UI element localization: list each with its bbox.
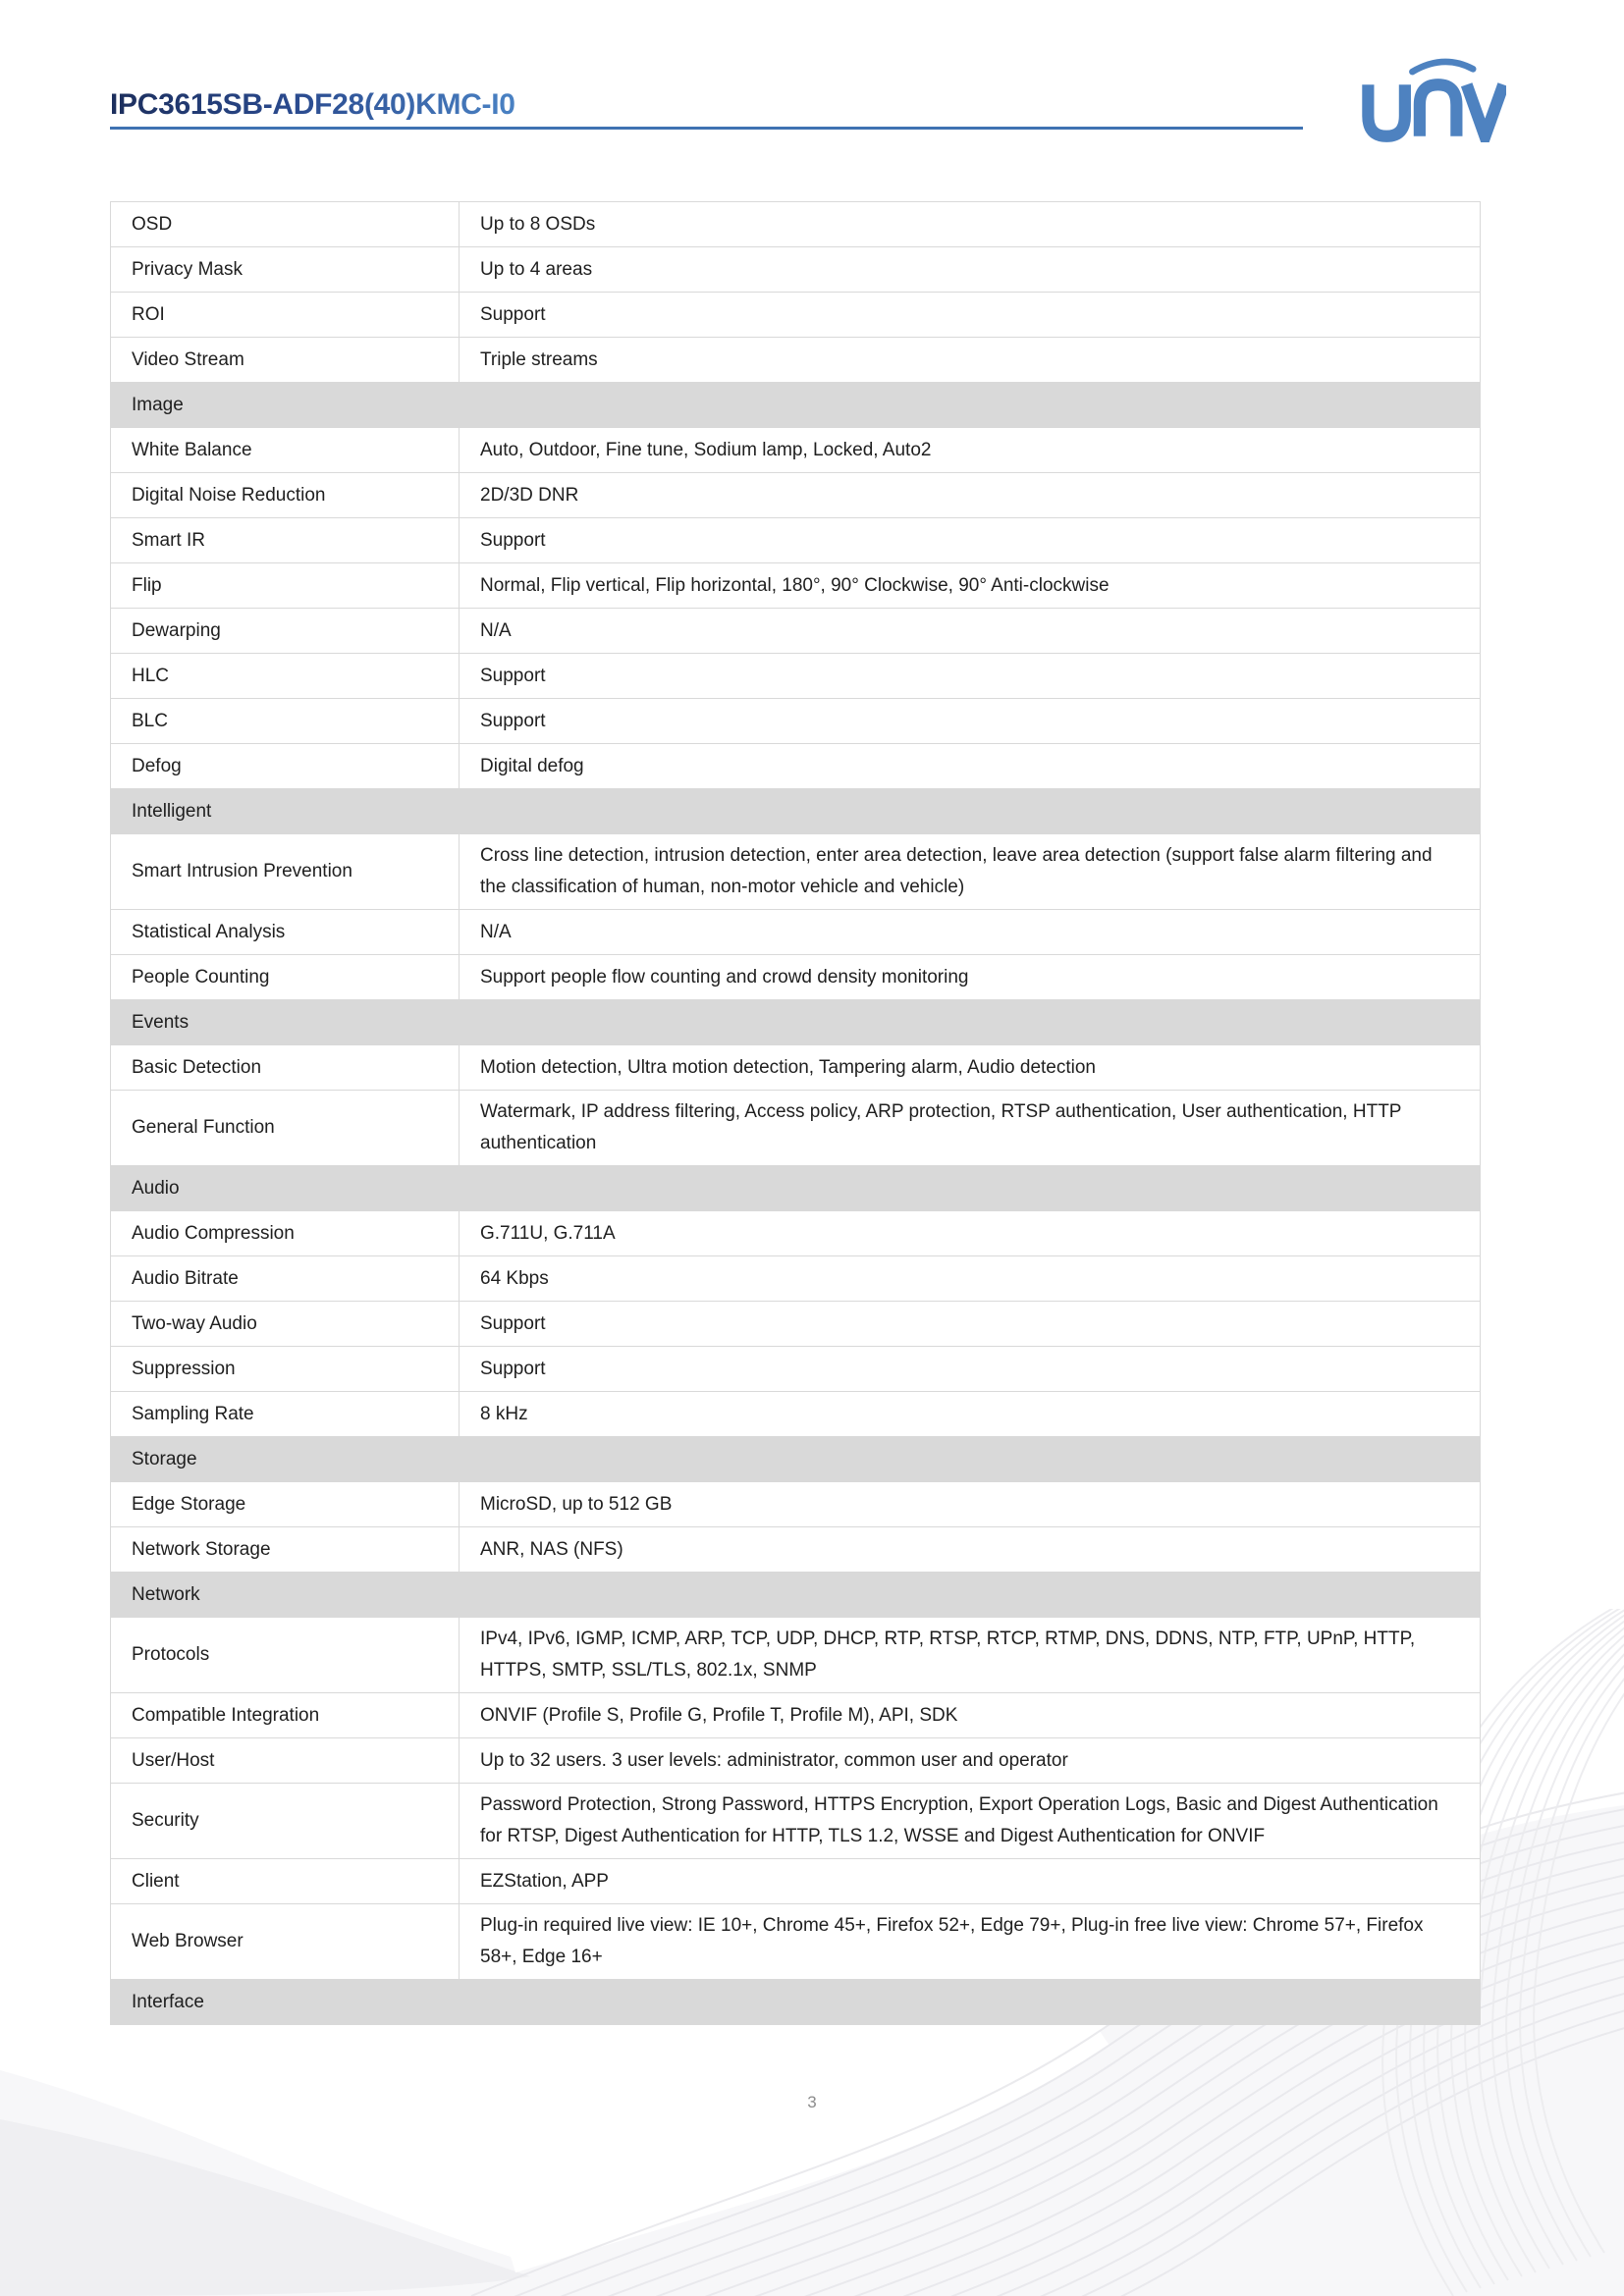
spec-value: ONVIF (Profile S, Profile G, Profile T, Profile M), API, SDK	[480, 1704, 958, 1726]
spec-row-client	[111, 1859, 1480, 1904]
spec-row-sampling-rate	[111, 1392, 1480, 1437]
spec-label: Video Stream	[111, 338, 460, 382]
spec-row-general-function	[111, 1091, 1480, 1166]
spec-value: Normal, Flip vertical, Flip horizontal, 180°, 90° Clockwise, 90° Anti-clockwise	[480, 574, 1110, 596]
section-header-label: Image	[132, 394, 184, 415]
spec-value: Digital defog	[480, 755, 584, 776]
spec-row-smart-intrusion-prevention	[111, 834, 1480, 910]
spec-value: Up to 32 users. 3 user levels: administrator, common user and operator	[480, 1749, 1068, 1771]
spec-label: Client	[111, 1859, 460, 1903]
spec-label: Digital Noise Reduction	[111, 473, 460, 517]
spec-row-edge-storage	[111, 1482, 1480, 1527]
spec-label: Dewarping	[111, 609, 460, 653]
section-header-label: Events	[132, 1011, 189, 1033]
spec-row-dewarping	[111, 609, 1480, 654]
spec-row-defog	[111, 744, 1480, 789]
spec-label: General Function	[111, 1091, 460, 1165]
spec-value: Support people flow counting and crowd density monitoring	[480, 966, 969, 988]
spec-value: Watermark, IP address filtering, Access policy, ARP protection, RTSP authentication, User authentication, HTTP authentication	[480, 1101, 1402, 1153]
spec-label: People Counting	[111, 955, 460, 999]
spec-row-two-way-audio	[111, 1302, 1480, 1347]
spec-label: Web Browser	[111, 1904, 460, 1979]
spec-row-user-host	[111, 1738, 1480, 1784]
spec-row-audio-compression	[111, 1211, 1480, 1256]
spec-label: Flip	[111, 563, 460, 608]
spec-row-digital-noise-reduction	[111, 473, 1480, 518]
spec-value: 64 Kbps	[480, 1267, 549, 1289]
spec-row-suppression	[111, 1347, 1480, 1392]
section-header-network	[111, 1573, 1480, 1618]
unv-logo	[1359, 49, 1506, 142]
section-header-image	[111, 383, 1480, 428]
spec-label: Statistical Analysis	[111, 910, 460, 954]
spec-value: Support	[480, 710, 546, 731]
spec-label: Audio Bitrate	[111, 1256, 460, 1301]
spec-value: G.711U, G.711A	[480, 1222, 616, 1244]
spec-value: Motion detection, Ultra motion detection, Tampering alarm, Audio detection	[480, 1056, 1096, 1078]
spec-label: OSD	[111, 202, 460, 246]
spec-row-privacy-mask	[111, 247, 1480, 293]
spec-label: BLC	[111, 699, 460, 743]
header-divider	[110, 127, 1303, 130]
spec-row-web-browser	[111, 1904, 1480, 1980]
spec-label: Two-way Audio	[111, 1302, 460, 1346]
document-header	[0, 0, 1624, 157]
spec-label: User/Host	[111, 1738, 460, 1783]
unv-logo-letter-u	[1368, 84, 1405, 136]
spec-row-smart-ir	[111, 518, 1480, 563]
section-header-audio	[111, 1166, 1480, 1211]
section-header-label: Network	[132, 1583, 200, 1605]
spec-label: Defog	[111, 744, 460, 788]
unv-logo-arc-icon	[1412, 62, 1473, 72]
spec-row-people-counting	[111, 955, 1480, 1000]
spec-label: Audio Compression	[111, 1211, 460, 1255]
spec-table	[110, 201, 1481, 2025]
spec-label: Compatible Integration	[111, 1693, 460, 1737]
spec-value: 2D/3D DNR	[480, 484, 579, 506]
page-title: IPC3615SB-ADF28(40)KMC-I0	[110, 88, 515, 121]
spec-label: Basic Detection	[111, 1045, 460, 1090]
spec-row-hlc	[111, 654, 1480, 699]
spec-row-white-balance	[111, 428, 1480, 473]
spec-value: Support	[480, 529, 546, 551]
section-header-intelligent	[111, 789, 1480, 834]
spec-row-flip	[111, 563, 1480, 609]
spec-row-network-storage	[111, 1527, 1480, 1573]
spec-row-audio-bitrate	[111, 1256, 1480, 1302]
spec-value: Cross line detection, intrusion detection, enter area detection, leave area detection (support false alarm filtering and the classification of human, non-motor vehicle and vehicle)	[480, 845, 1433, 897]
spec-label: Protocols	[111, 1618, 460, 1692]
spec-row-compatible-integration	[111, 1693, 1480, 1738]
spec-value: Support	[480, 665, 546, 686]
spec-row-video-stream	[111, 338, 1480, 383]
spec-value: 8 kHz	[480, 1403, 528, 1424]
spec-value: N/A	[480, 921, 512, 942]
spec-row-basic-detection	[111, 1045, 1480, 1091]
spec-value: Triple streams	[480, 348, 598, 370]
spec-value: Up to 4 areas	[480, 258, 593, 280]
unv-logo-icon	[1359, 49, 1506, 142]
spec-label: Edge Storage	[111, 1482, 460, 1526]
page-number: 3	[807, 2093, 817, 2111]
section-header-events	[111, 1000, 1480, 1045]
spec-value: MicroSD, up to 512 GB	[480, 1493, 673, 1515]
spec-row-osd	[111, 202, 1480, 247]
spec-label: Suppression	[111, 1347, 460, 1391]
spec-row-roi	[111, 293, 1480, 338]
spec-label: Smart IR	[111, 518, 460, 562]
spec-value: Password Protection, Strong Password, HTTPS Encryption, Export Operation Logs, Basic and Digest Authentication for RTSP, Digest Authentication for HTTP, TLS 1.2, WSSE and Digest Authentication for ONVIF	[480, 1794, 1438, 1846]
spec-value: Support	[480, 1312, 546, 1334]
spec-value: ANR, NAS (NFS)	[480, 1538, 623, 1560]
spec-label: HLC	[111, 654, 460, 698]
spec-label: Smart Intrusion Prevention	[111, 834, 460, 909]
spec-value: Up to 8 OSDs	[480, 213, 596, 235]
spec-label: White Balance	[111, 428, 460, 472]
spec-label: Security	[111, 1784, 460, 1858]
spec-row-statistical-analysis	[111, 910, 1480, 955]
spec-value: Auto, Outdoor, Fine tune, Sodium lamp, Locked, Auto2	[480, 439, 932, 460]
spec-value: EZStation, APP	[480, 1870, 609, 1892]
section-header-label: Intelligent	[132, 800, 212, 822]
spec-value: Support	[480, 1358, 546, 1379]
spec-value: Support	[480, 303, 546, 325]
spec-row-blc	[111, 699, 1480, 744]
section-header-label: Storage	[132, 1448, 197, 1469]
unv-logo-letter-v	[1467, 84, 1504, 136]
spec-value: N/A	[480, 619, 512, 641]
spec-value: Plug-in required live view: IE 10+, Chrome 45+, Firefox 52+, Edge 79+, Plug-in free live view: Chrome 57+, Firefox 58+, Edge 16+	[480, 1915, 1424, 1967]
spec-label: Privacy Mask	[111, 247, 460, 292]
spec-label: ROI	[111, 293, 460, 337]
spec-label: Sampling Rate	[111, 1392, 460, 1436]
section-header-interface	[111, 1980, 1480, 2025]
section-header-label: Audio	[132, 1177, 180, 1199]
section-header-label: Interface	[132, 1991, 204, 2012]
section-header-storage	[111, 1437, 1480, 1482]
unv-logo-letter-n	[1420, 84, 1457, 136]
spec-row-protocols	[111, 1618, 1480, 1693]
spec-label: Network Storage	[111, 1527, 460, 1572]
spec-row-security	[111, 1784, 1480, 1859]
spec-value: IPv4, IPv6, IGMP, ICMP, ARP, TCP, UDP, DHCP, RTP, RTSP, RTCP, RTMP, DNS, DDNS, NTP, FTP, UPnP, HTTP, HTTPS, SMTP, SSL/TLS, 802.1x, SNMP	[480, 1629, 1416, 1681]
